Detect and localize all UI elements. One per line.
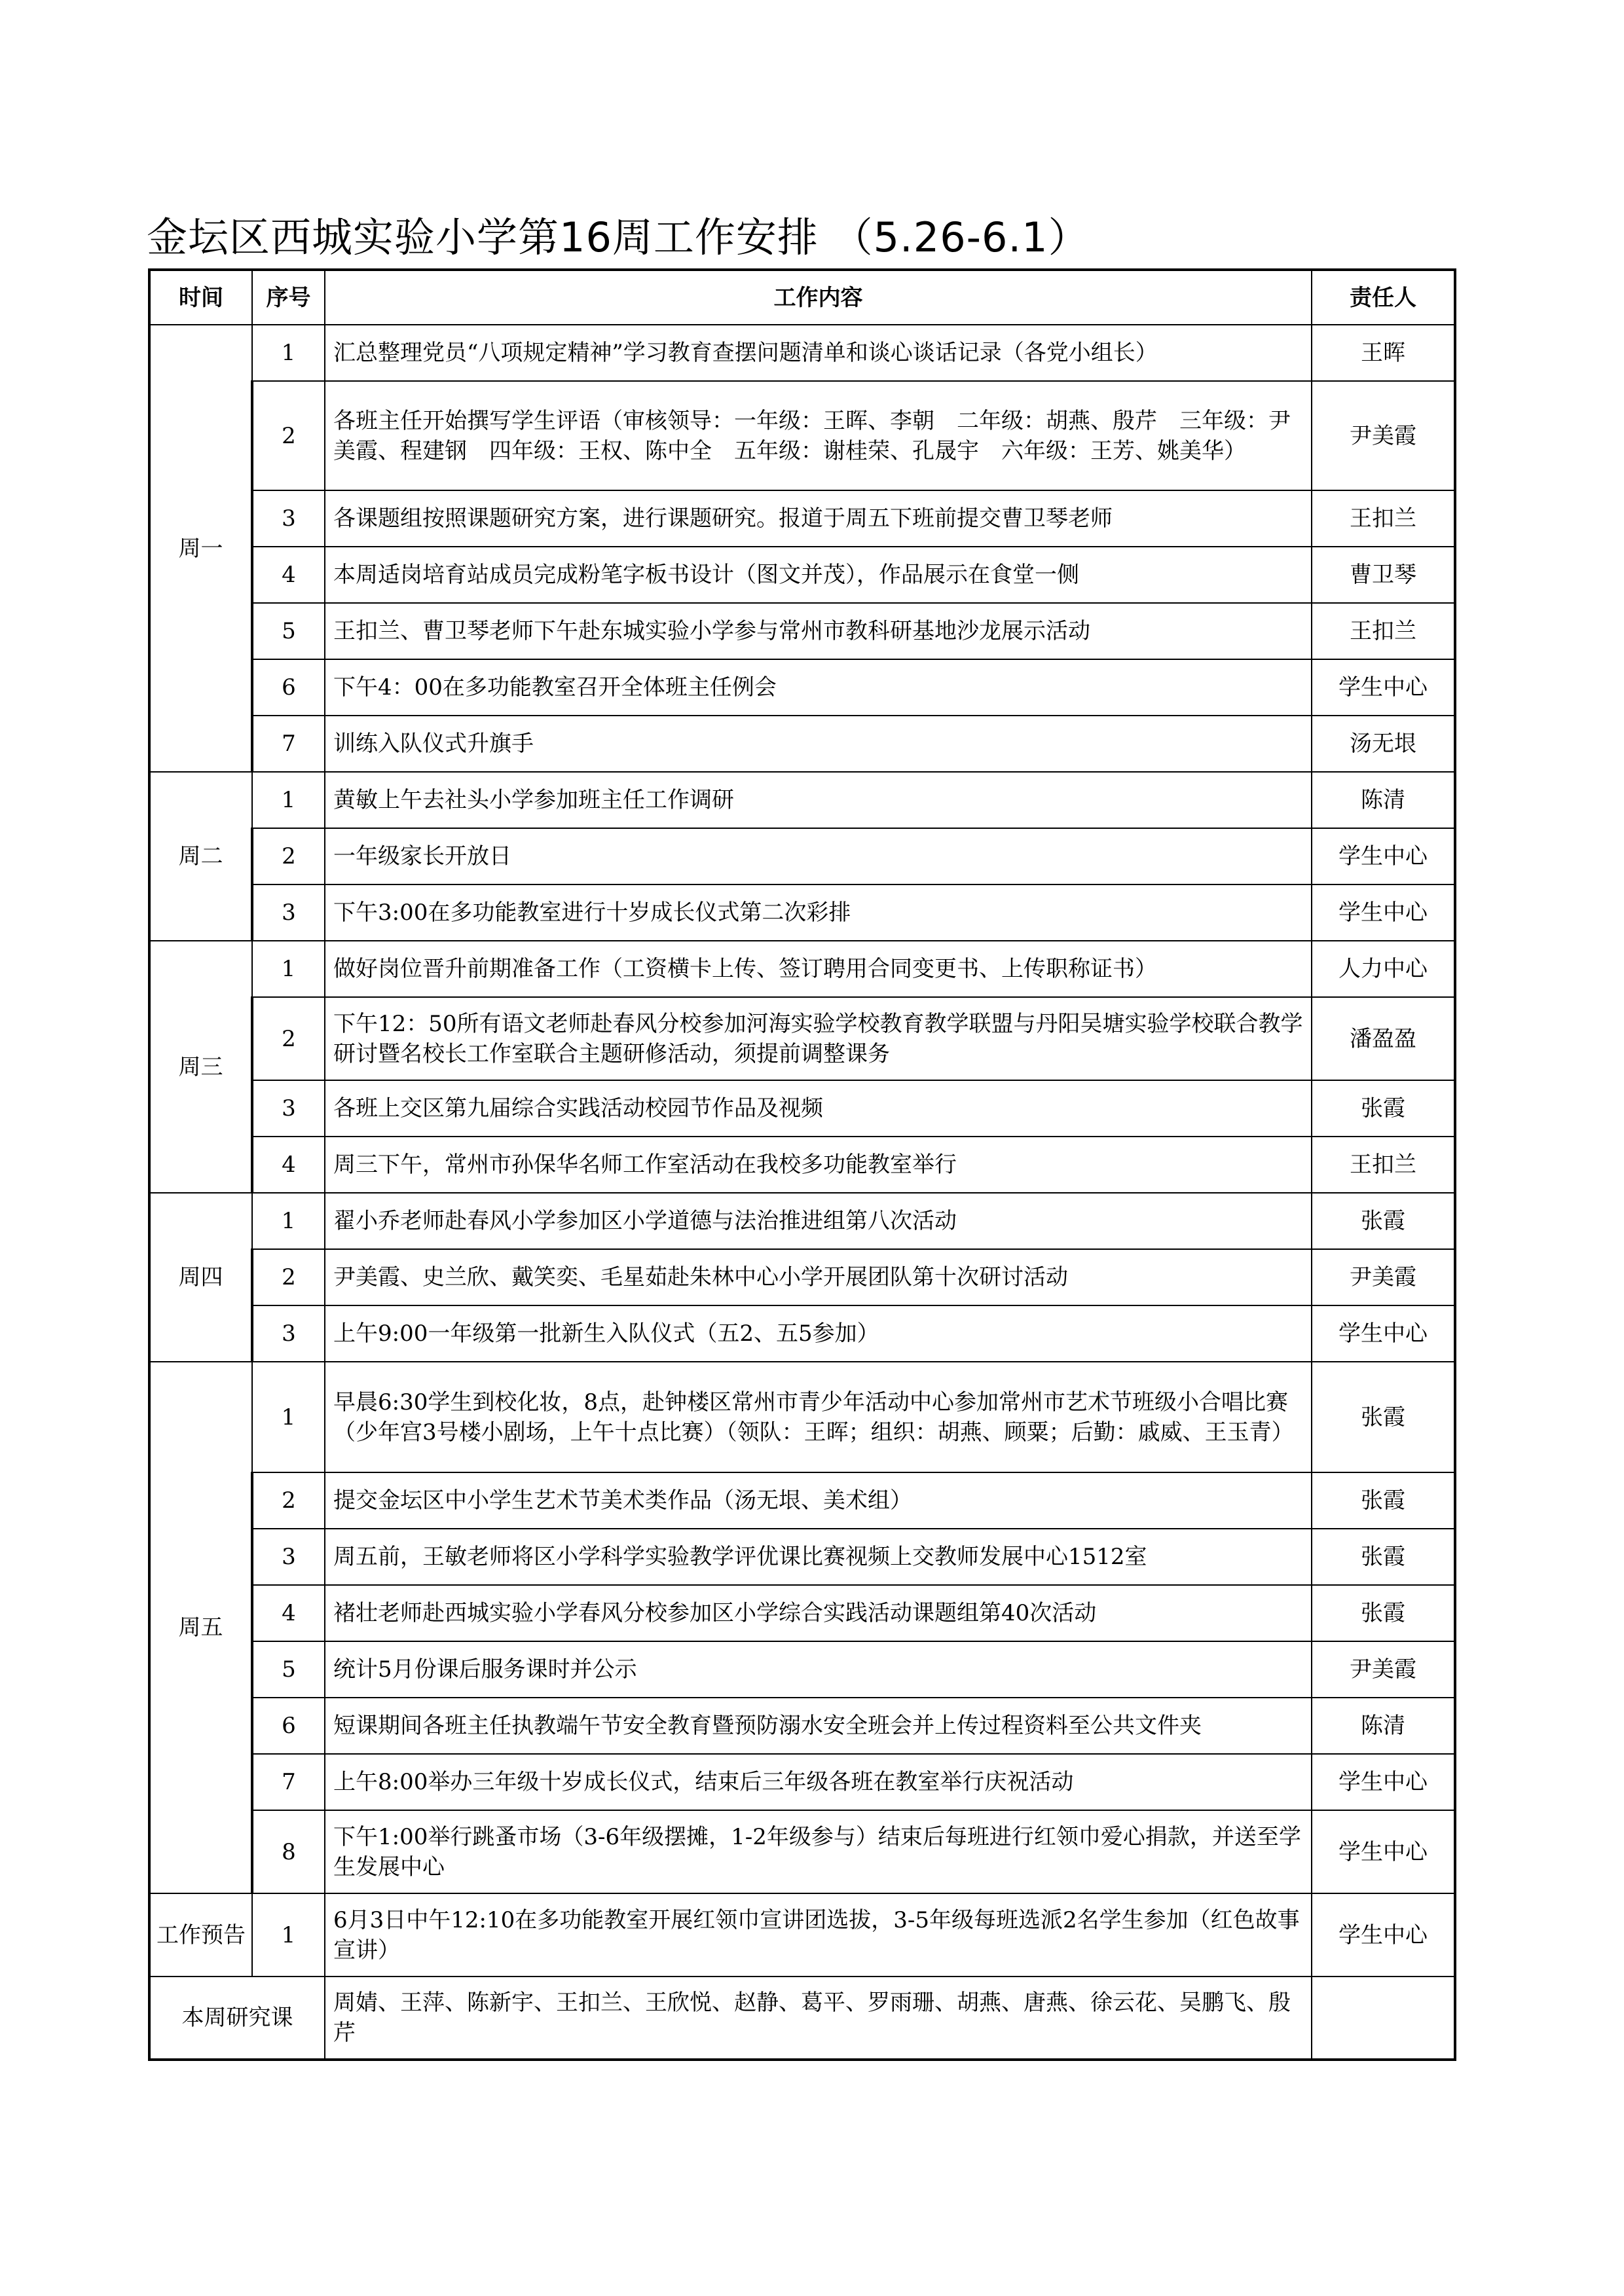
content-cell: 褚壮老师赴西城实验小学春风分校参加区小学综合实践活动课题组第40次活动 xyxy=(325,1585,1312,1641)
seq-cell: 4 xyxy=(252,1585,325,1641)
schedule-row xyxy=(149,1080,1455,1137)
owner-cell: 张霞 xyxy=(1312,1585,1455,1641)
content-cell: 本周适岗培育站成员完成粉笔字板书设计（图文并茂），作品展示在食堂一侧 xyxy=(325,547,1312,603)
schedule-row xyxy=(149,1362,1455,1472)
seq-cell: 1 xyxy=(252,325,325,381)
research-content: 周婧、王萍、陈新宇、王扣兰、王欣悦、赵静、葛平、罗雨珊、胡燕、唐燕、徐云花、吴鹏飞、殷芹 xyxy=(325,1977,1312,2060)
owner-cell: 陈清 xyxy=(1312,772,1455,828)
schedule-row xyxy=(149,828,1455,884)
seq-cell: 1 xyxy=(252,772,325,828)
day-cell: 周五 xyxy=(149,1362,252,1893)
content-cell: 各课题组按照课题研究方案，进行课题研究。报道于周五下班前提交曹卫琴老师 xyxy=(325,490,1312,547)
content-cell: 短课期间各班主任执教端午节安全教育暨预防溺水安全班会并上传过程资料至公共文件夹 xyxy=(325,1698,1312,1754)
owner-cell: 学生中心 xyxy=(1312,1305,1455,1362)
content-cell: 汇总整理党员“八项规定精神”学习教育查摆问题清单和谈心谈话记录（各党小组长） xyxy=(325,325,1312,381)
seq-cell: 3 xyxy=(252,884,325,941)
seq-cell: 1 xyxy=(252,1362,325,1472)
content-cell: 一年级家长开放日 xyxy=(325,828,1312,884)
day-cell: 周三 xyxy=(149,941,252,1193)
owner-cell: 尹美霞 xyxy=(1312,1641,1455,1698)
content-cell: 翟小乔老师赴春风小学参加区小学道德与法治推进组第八次活动 xyxy=(325,1193,1312,1249)
owner-cell: 学生中心 xyxy=(1312,1810,1455,1893)
content-cell: 早晨6:30学生到校化妆，8点，赴钟楼区常州市青少年活动中心参加常州市艺术节班级小合唱比赛（少年宫3号楼小剧场，上午十点比赛）（领队：王晖；组织：胡燕、顾粟；后勤：戚威、王玉青） xyxy=(325,1362,1312,1472)
schedule-row xyxy=(149,659,1455,716)
owner-cell: 张霞 xyxy=(1312,1529,1455,1585)
header-row xyxy=(149,270,1455,325)
header-content: 工作内容 xyxy=(325,270,1312,325)
owner-cell: 学生中心 xyxy=(1312,659,1455,716)
schedule-row xyxy=(149,547,1455,603)
owner-cell: 尹美霞 xyxy=(1312,381,1455,490)
owner-cell: 学生中心 xyxy=(1312,1754,1455,1810)
content-cell: 黄敏上午去社头小学参加班主任工作调研 xyxy=(325,772,1312,828)
seq-cell: 2 xyxy=(252,997,325,1080)
content-cell: 上午8:00举办三年级十岁成长仪式，结束后三年级各班在教室举行庆祝活动 xyxy=(325,1754,1312,1810)
content-cell: 下午1:00举行跳蚤市场（3-6年级摆摊，1-2年级参与）结束后每班进行红领巾爱心捐款，并送至学生发展中心 xyxy=(325,1810,1312,1893)
owner-cell: 尹美霞 xyxy=(1312,1249,1455,1305)
day-cell: 周四 xyxy=(149,1193,252,1362)
owner-cell: 人力中心 xyxy=(1312,941,1455,997)
header-owner: 责任人 xyxy=(1312,270,1455,325)
seq-cell: 4 xyxy=(252,1137,325,1193)
schedule-row xyxy=(149,1472,1455,1529)
schedule-table xyxy=(148,268,1456,2061)
day-cell: 周一 xyxy=(149,325,252,772)
schedule-row xyxy=(149,1810,1455,1893)
header-time: 时间 xyxy=(149,270,252,325)
owner-cell: 张霞 xyxy=(1312,1193,1455,1249)
seq-cell: 1 xyxy=(252,1193,325,1249)
seq-cell: 5 xyxy=(252,1641,325,1698)
schedule-row xyxy=(149,1585,1455,1641)
seq-cell: 4 xyxy=(252,547,325,603)
content-cell: 各班上交区第九届综合实践活动校园节作品及视频 xyxy=(325,1080,1312,1137)
schedule-row xyxy=(149,716,1455,772)
content-cell: 王扣兰、曹卫琴老师下午赴东城实验小学参与常州市教科研基地沙龙展示活动 xyxy=(325,603,1312,659)
owner-cell: 学生中心 xyxy=(1312,828,1455,884)
seq-cell: 2 xyxy=(252,381,325,490)
schedule-row xyxy=(149,884,1455,941)
content-cell: 下午4：00在多功能教室召开全体班主任例会 xyxy=(325,659,1312,716)
schedule-row xyxy=(149,1529,1455,1585)
seq-cell: 6 xyxy=(252,659,325,716)
schedule-row xyxy=(149,772,1455,828)
content-cell: 下午12：50所有语文老师赴春风分校参加河海实验学校教育教学联盟与丹阳吴塘实验学校联合教学研讨暨名校长工作室联合主题研修活动，须提前调整课务 xyxy=(325,997,1312,1080)
schedule-row xyxy=(149,603,1455,659)
seq-cell: 2 xyxy=(252,1249,325,1305)
owner-cell: 王扣兰 xyxy=(1312,1137,1455,1193)
owner-cell: 王晖 xyxy=(1312,325,1455,381)
content-cell: 提交金坛区中小学生艺术节美术类作品（汤无垠、美术组） xyxy=(325,1472,1312,1529)
content-cell: 周三下午，常州市孙保华名师工作室活动在我校多功能教室举行 xyxy=(325,1137,1312,1193)
schedule-row xyxy=(149,1193,1455,1249)
owner-cell: 王扣兰 xyxy=(1312,603,1455,659)
owner-cell: 汤无垠 xyxy=(1312,716,1455,772)
preview-label: 工作预告 xyxy=(149,1893,252,1977)
owner-cell: 张霞 xyxy=(1312,1080,1455,1137)
owner-cell: 张霞 xyxy=(1312,1362,1455,1472)
content-cell: 周五前，王敏老师将区小学科学实验教学评优课比赛视频上交教师发展中心1512室 xyxy=(325,1529,1312,1585)
seq-cell: 2 xyxy=(252,828,325,884)
day-cell: 周二 xyxy=(149,772,252,941)
research-row xyxy=(149,1977,1455,2060)
schedule-row xyxy=(149,325,1455,381)
schedule-row xyxy=(149,1641,1455,1698)
content-cell: 下午3:00在多功能教室进行十岁成长仪式第二次彩排 xyxy=(325,884,1312,941)
content-cell: 各班主任开始撰写学生评语（审核领导：一年级：王晖、李朝 二年级：胡燕、殷芹 三年级：尹美霞、程建钢 四年级：王权、陈中全 五年级：谢桂荣、孔晟宇 六年级：王芳、姚美华） xyxy=(325,381,1312,490)
seq-cell: 8 xyxy=(252,1810,325,1893)
schedule-row xyxy=(149,1305,1455,1362)
schedule-row xyxy=(149,490,1455,547)
schedule-row xyxy=(149,1698,1455,1754)
seq-cell: 5 xyxy=(252,603,325,659)
schedule-row xyxy=(149,941,1455,997)
owner-cell: 王扣兰 xyxy=(1312,490,1455,547)
content-cell: 统计5月份课后服务课时并公示 xyxy=(325,1641,1312,1698)
content-cell: 做好岗位晋升前期准备工作（工资横卡上传、签订聘用合同变更书、上传职称证书） xyxy=(325,941,1312,997)
owner-cell: 曹卫琴 xyxy=(1312,547,1455,603)
owner-cell: 潘盈盈 xyxy=(1312,997,1455,1080)
schedule-row xyxy=(149,1754,1455,1810)
schedule-body xyxy=(149,270,1455,2060)
document-title: 金坛区西城实验小学第16周工作安排 （5.26-6.1） xyxy=(147,213,1090,261)
seq-cell: 3 xyxy=(252,490,325,547)
research-label: 本周研究课 xyxy=(149,1977,325,2060)
seq-cell: 1 xyxy=(252,941,325,997)
seq-cell: 3 xyxy=(252,1529,325,1585)
seq-cell: 3 xyxy=(252,1305,325,1362)
preview-row xyxy=(149,1893,1455,1977)
schedule-row xyxy=(149,381,1455,490)
owner-cell: 陈清 xyxy=(1312,1698,1455,1754)
seq-cell: 7 xyxy=(252,716,325,772)
schedule-row xyxy=(149,997,1455,1080)
schedule-row xyxy=(149,1249,1455,1305)
seq-cell: 2 xyxy=(252,1472,325,1529)
research-owner xyxy=(1312,1977,1455,2060)
content-cell: 尹美霞、史兰欣、戴笑奕、毛星茹赴朱林中心小学开展团队第十次研讨活动 xyxy=(325,1249,1312,1305)
seq-cell: 6 xyxy=(252,1698,325,1754)
preview-content: 6月3日中午12:10在多功能教室开展红领巾宣讲团选拔，3-5年级每班选派2名学生参加（红色故事宣讲） xyxy=(325,1893,1312,1977)
seq-cell: 3 xyxy=(252,1080,325,1137)
preview-seq: 1 xyxy=(252,1893,325,1977)
content-cell: 训练入队仪式升旗手 xyxy=(325,716,1312,772)
content-cell: 上午9:00一年级第一批新生入队仪式（五2、五5参加） xyxy=(325,1305,1312,1362)
owner-cell: 学生中心 xyxy=(1312,884,1455,941)
seq-cell: 7 xyxy=(252,1754,325,1810)
preview-owner: 学生中心 xyxy=(1312,1893,1455,1977)
header-seq: 序号 xyxy=(252,270,325,325)
owner-cell: 张霞 xyxy=(1312,1472,1455,1529)
schedule-row xyxy=(149,1137,1455,1193)
